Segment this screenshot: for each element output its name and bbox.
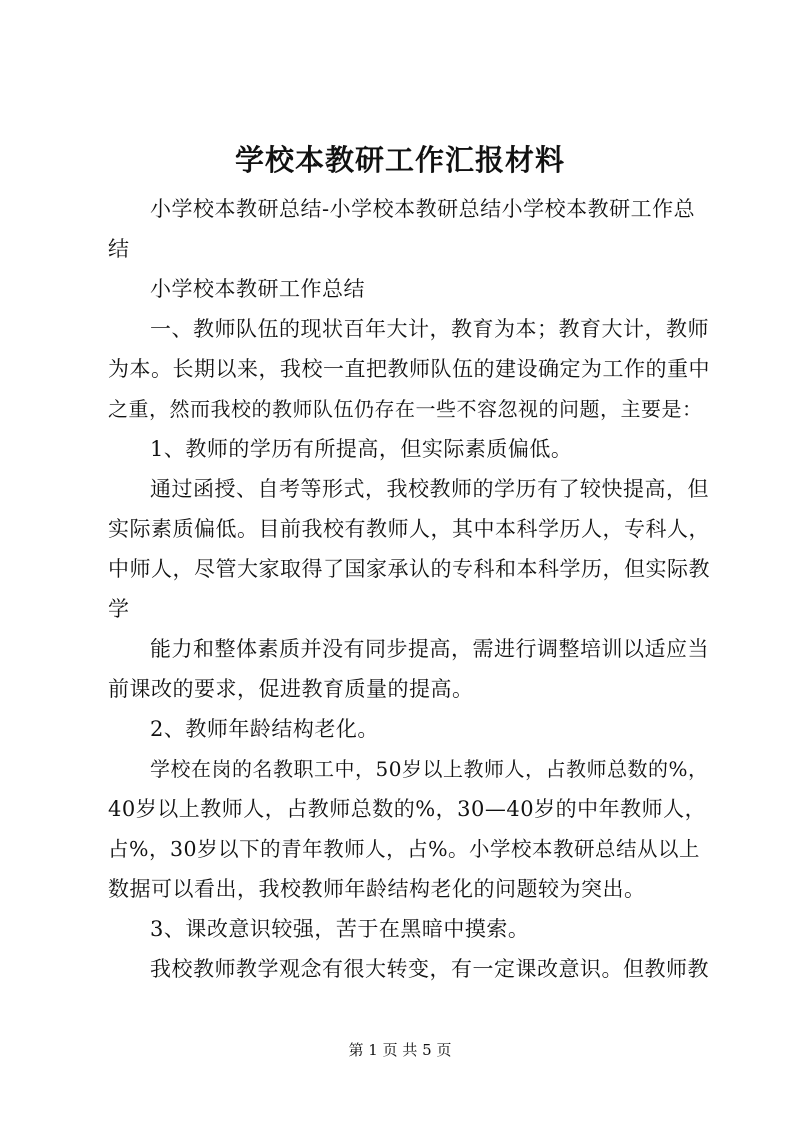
body-line: 40岁以上教师人，占教师总数的%，30—40岁的中年教师人， (108, 797, 707, 821)
body-line: 结 (108, 237, 130, 261)
body-line: 3、课改意识较强，苦于在黑暗中摸索。 (150, 917, 530, 941)
body-line: 为本。长期以来，我校一直把教师队伍的建设确定为工作的重中 (108, 357, 710, 381)
body-line: 之重，然而我校的教师队伍仍存在一些不容忽视的问题，主要是： (108, 397, 703, 421)
body-line: 占%，30岁以下的青年教师人，占%。小学校本教研总结从以上 (108, 837, 701, 861)
body-line: 能力和整体素质并没有同步提高，需进行调整培训以适应当 (150, 637, 709, 661)
document-title: 学校本教研工作汇报材料 (234, 143, 565, 177)
body-line: 通过函授、自考等形式，我校教师的学历有了较快提高，但 (150, 477, 709, 501)
body-line: 学校在岗的名教职工中，50岁以上教师人，占教师总数的%， (150, 757, 709, 781)
body-line: 中师人，尽管大家取得了国家承认的专科和本科学历，但实际教 (108, 557, 710, 581)
body-line: 前课改的要求，促进教育质量的提高。 (108, 677, 474, 701)
body-line: 2、教师年龄结构老化。 (150, 717, 379, 741)
body-line: 数据可以看出，我校教师年龄结构老化的问题较为突出。 (108, 877, 646, 901)
body-line: 学 (108, 597, 130, 621)
body-line: 实际素质偏低。目前我校有教师人，其中本科学历人，专科人， (108, 517, 710, 541)
body-line: 小学校本教研总结-小学校本教研总结小学校本教研工作总 (150, 197, 696, 221)
body-line: 我校教师教学观念有很大转变，有一定课改意识。但教师教 (150, 957, 709, 981)
body-line: 1、教师的学历有所提高，但实际素质偏低。 (150, 437, 573, 461)
page-number-footer: 第 1 页 共 5 页 (348, 1041, 452, 1059)
body-line: 小学校本教研工作总结 (150, 277, 365, 301)
body-line: 一、教师队伍的现状百年大计，教育为本；教育大计，教师 (150, 317, 709, 341)
